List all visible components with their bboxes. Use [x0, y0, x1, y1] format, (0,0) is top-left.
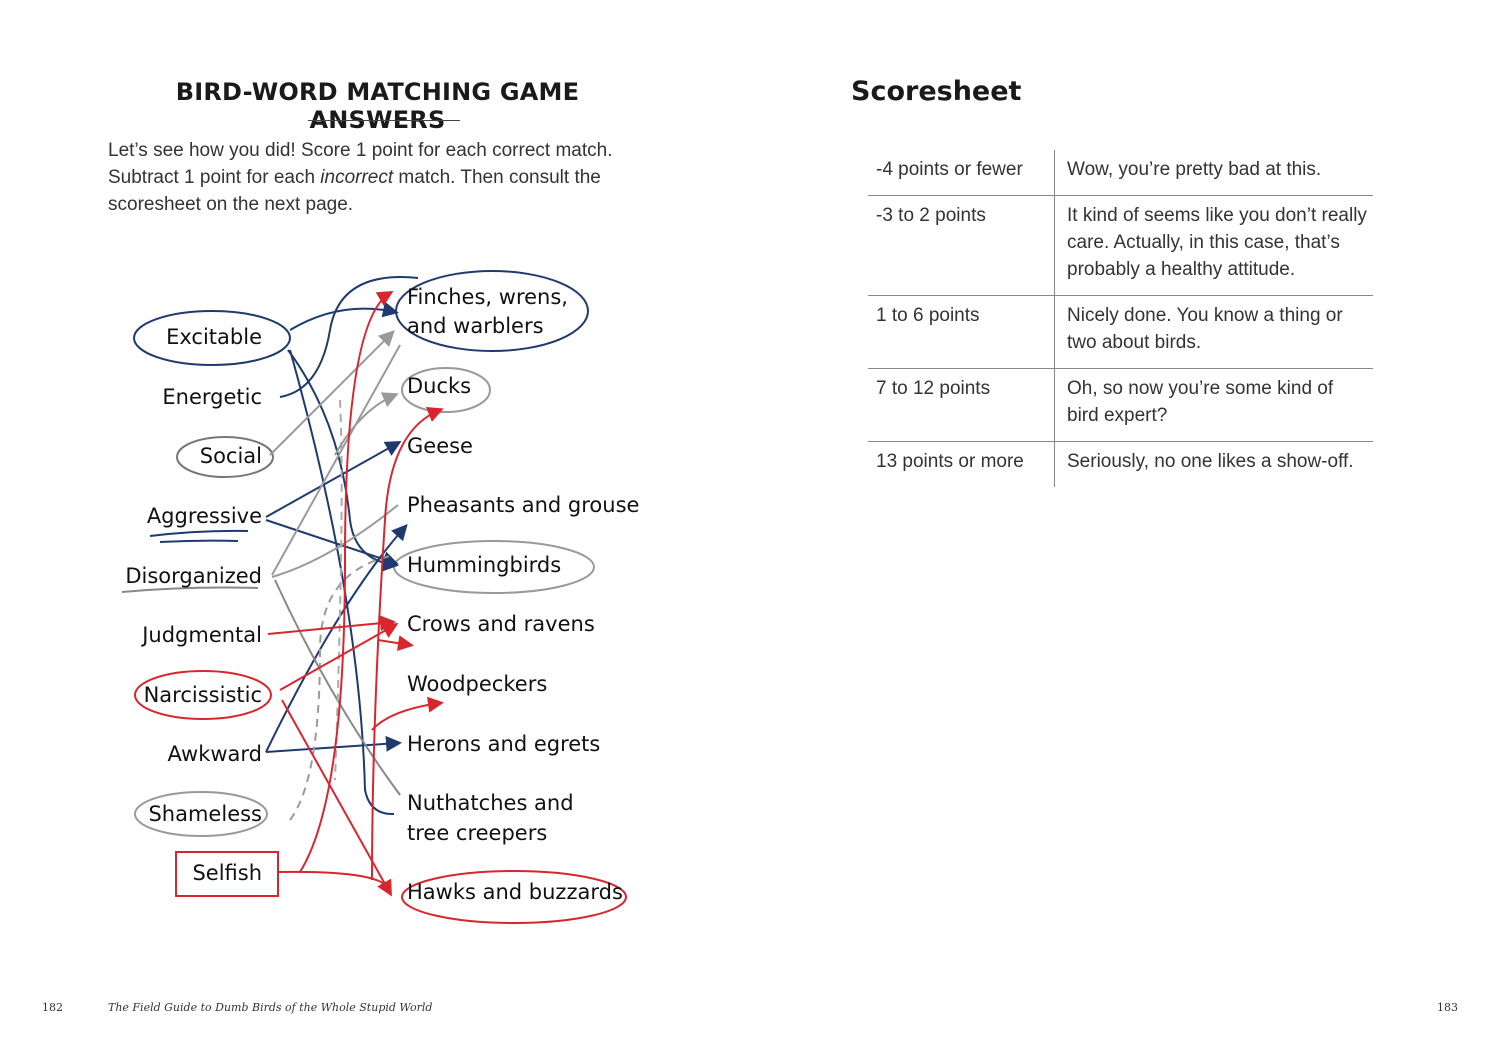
word-social: Social: [199, 444, 262, 468]
right-page: [750, 0, 1500, 1055]
word-awkward: Awkward: [167, 742, 262, 766]
word-aggressive: Aggressive: [146, 504, 262, 528]
page-number-left: 182: [42, 1001, 63, 1014]
intro-paragraph: Let’s see how you did! Score 1 point for each correct match. Subtract 1 point for each incorrect match. Then consult the scoresheet on the next page.: [108, 140, 613, 215]
scoresheet-table: [868, 150, 1373, 487]
score-range: -4 points or fewer: [868, 150, 1055, 195]
word-excitable: Excitable: [166, 325, 262, 349]
aggressive-underline: [150, 531, 248, 542]
score-row: [868, 442, 1373, 487]
score-range: 1 to 6 points: [868, 296, 1055, 368]
bird-hummingbirds: Hummingbirds: [407, 553, 562, 577]
word-narcissistic: Narcissistic: [143, 683, 262, 707]
bird-woodpeckers: Woodpeckers: [407, 672, 548, 696]
score-comment: Oh, so now you’re some kind of bird expert?: [1067, 378, 1334, 426]
bird-finches: Finches, wrens,: [407, 285, 568, 309]
word-shameless: Shameless: [148, 802, 262, 826]
page-number-right: 183: [1437, 1001, 1458, 1014]
word-selfish: Selfish: [192, 861, 262, 885]
page-title: BIRD-WORD MATCHING GAME ANSWERS: [175, 78, 580, 134]
score-comment: It kind of seems like you don’t really care. Actually, in this case, that’s probably a healthy attitude.: [1067, 205, 1367, 280]
score-row: [868, 296, 1373, 369]
bird-ducks: Ducks: [407, 374, 472, 398]
running-head: The Field Guide to Dumb Birds of the Whole Stupid World: [108, 1001, 433, 1014]
score-row: [868, 369, 1373, 442]
word-disorganized: Disorganized: [125, 564, 262, 588]
score-row: [868, 150, 1373, 196]
bird-crows: Crows and ravens: [407, 612, 595, 636]
score-range: 13 points or more: [868, 442, 1055, 487]
title-rule: [308, 120, 460, 121]
word-judgmental: Judgmental: [142, 623, 262, 647]
bird-herons: Herons and egrets: [407, 732, 601, 756]
score-range: -3 to 2 points: [868, 196, 1055, 295]
score-row: [868, 196, 1373, 296]
scoresheet-title: Scoresheet: [851, 76, 1022, 107]
bird-nuthatches: Nuthatches and: [407, 791, 574, 815]
word-energetic: Energetic: [162, 385, 262, 409]
score-comment: Nicely done. You know a thing or two about birds.: [1067, 305, 1343, 353]
score-comment: Wow, you’re pretty bad at this.: [1067, 159, 1322, 180]
bird-pheasants: Pheasants and grouse: [407, 493, 640, 517]
score-range: 7 to 12 points: [868, 369, 1055, 441]
bird-finches-line2: and warblers: [407, 314, 544, 338]
bird-geese: Geese: [407, 434, 473, 458]
bird-nuthatches-line2: tree creepers: [407, 821, 548, 845]
score-comment: Seriously, no one likes a show-off.: [1067, 451, 1354, 472]
bird-hawks: Hawks and buzzards: [407, 880, 623, 904]
